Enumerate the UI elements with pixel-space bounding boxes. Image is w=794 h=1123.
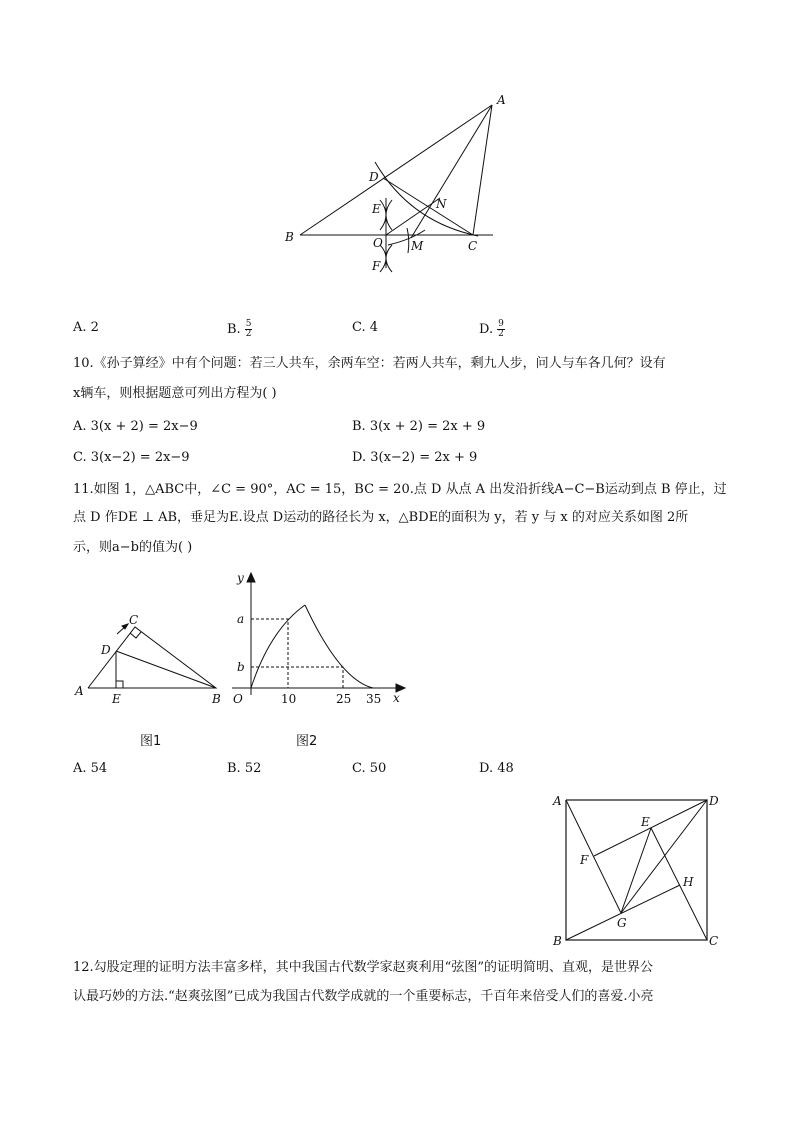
q9-option-d[interactable] (479, 320, 505, 339)
graph-label-a: a (237, 612, 245, 626)
q12-label-e: E (641, 815, 650, 829)
q9-label-c: C (468, 239, 478, 253)
fig2-caption: 图2 (296, 734, 318, 749)
q11-option-c[interactable]: C. 50 (352, 761, 387, 776)
fig1-caption: 图1 (140, 734, 162, 749)
q11-text-line3: 示，则a−b的值为( ) (73, 540, 193, 555)
q12-label-f: F (580, 853, 589, 867)
q11-option-d[interactable]: D. 48 (479, 761, 514, 776)
q9-label-f: F (372, 259, 381, 273)
q11-option-b[interactable]: B. 52 (227, 761, 262, 776)
graph-label-b: b (237, 660, 245, 674)
fraction (497, 320, 505, 339)
q12-label-d: D (709, 794, 719, 808)
numerator: 9 (498, 319, 504, 329)
q12-label-a: A (553, 794, 562, 808)
q12-text-line1: 12.勾股定理的证明方法丰富多样，其中我国古代数学家赵爽利用“弦图”的证明简明、直观，是世界公 (73, 960, 653, 975)
q11-option-a[interactable]: A. 54 (73, 761, 108, 776)
q11-text-line1: 11.如图 1，△ABC中，∠C = 90°，AC = 15，BC = 20.点 D 从点 A 出发沿折线A−C−B运动到点 B 停止，过 (73, 482, 727, 497)
graph-tick-35: 35 (366, 692, 382, 706)
q12-label-b: B (553, 934, 562, 948)
q9-label-n: N (436, 197, 447, 211)
q11-triangle-figure (74, 613, 221, 706)
q9-option-b[interactable] (227, 320, 252, 339)
q10-option-a[interactable]: A. 3(x + 2) = 2x−9 (73, 419, 198, 434)
q9-option-a[interactable]: A. 2 (73, 320, 99, 335)
y-axis-arrow-icon (247, 573, 255, 582)
fig1-label-e: E (112, 692, 121, 706)
q9-label-a: A (497, 93, 506, 107)
q9-geometry-figure (284, 93, 506, 273)
q10-option-d[interactable]: D. 3(x−2) = 2x + 9 (352, 450, 478, 465)
q12-text-line2: 认最巧妙的方法.“赵爽弦图”已成为我国古代数学成就的一个重要标志，千百年来倍受人们的喜爱.小亮 (73, 989, 654, 1004)
q12-square-figure (552, 794, 719, 948)
q9-option-b-prefix: B. (227, 322, 241, 337)
graph-label-x: x (393, 691, 400, 705)
numerator: 5 (245, 319, 252, 329)
fig1-label-a: A (75, 684, 84, 698)
q11-text-line2: 点 D 作DE ⊥ AB，垂足为E.设点 D运动的路径长为 x，△BDE的面积为 y，若 y 与 x 的对应关系如图 2所 (73, 510, 689, 525)
q9-option-c[interactable]: C. 4 (352, 320, 379, 335)
graph-label-y: y (237, 571, 244, 585)
q11-function-graph (232, 571, 405, 706)
q12-label-g: G (617, 916, 627, 930)
q9-label-b: B (285, 230, 294, 244)
q10-option-b[interactable]: B. 3(x + 2) = 2x + 9 (352, 419, 486, 434)
q10-option-c[interactable]: C. 3(x−2) = 2x−9 (73, 450, 190, 465)
q12-label-c: C (709, 934, 719, 948)
fig1-label-b: B (212, 692, 221, 706)
graph-tick-25: 25 (336, 692, 352, 706)
fig1-label-c: C (129, 613, 139, 627)
denominator: 2 (498, 329, 504, 339)
denominator: 2 (245, 329, 252, 339)
q9-label-d: D (369, 170, 379, 184)
q9-label-e: E (372, 202, 381, 216)
graph-tick-10: 10 (281, 692, 297, 706)
q9-option-d-prefix: D. (479, 322, 494, 337)
q9-label-o: O (373, 236, 383, 250)
fraction (245, 320, 253, 339)
q10-text-line2: x辆车，则根据题意可列出方程为( ) (73, 386, 277, 401)
fig1-label-d: D (101, 643, 111, 657)
q12-label-h: H (683, 875, 694, 889)
graph-label-o: O (233, 692, 243, 706)
q10-text-line1: 10.《孙子算经》中有个问题：若三人共车，余两车空：若两人共车，剩九人步，问人与车各几何？设有 (73, 356, 666, 371)
q9-label-m: M (411, 239, 424, 253)
